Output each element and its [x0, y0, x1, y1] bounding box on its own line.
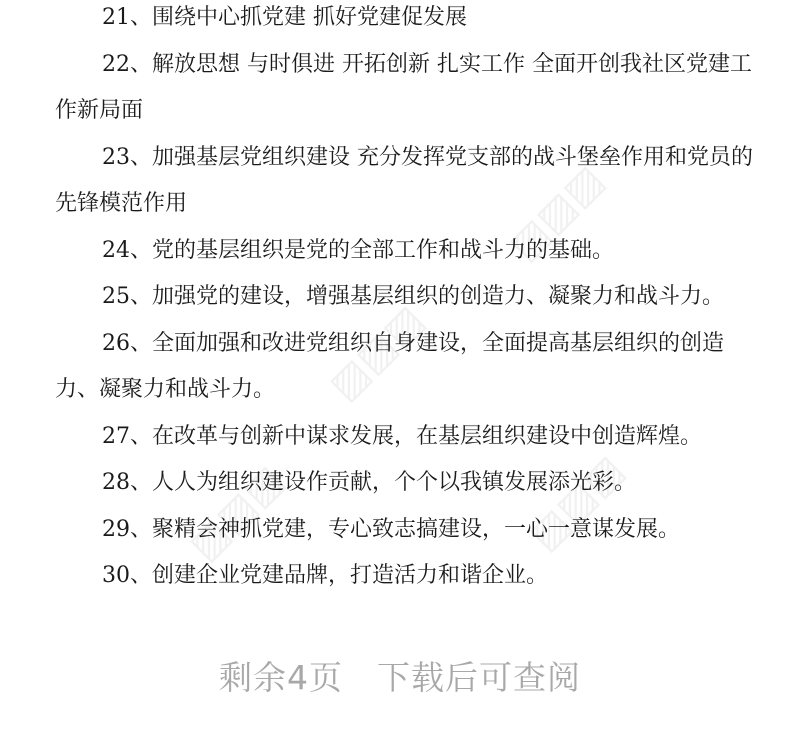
list-item: 28、人人为组织建设作贡献，个个以我镇发展添光彩。 [102, 470, 636, 495]
list-item: 21、围绕中心抓党建 抓好党建促发展 [102, 5, 467, 30]
list-item: 25、加强党的建设，增强基层组织的创造力、凝聚力和战斗力。 [102, 284, 724, 309]
list-item: 22、解放思想 与时俱进 开拓创新 扎实工作 全面开创我社区党建工作新局面 [55, 51, 752, 123]
watermark-logo: ▨▨▨ [500, 156, 614, 270]
list-item: 29、聚精会神抓党建，专心致志搞建设，一心一意谋发展。 [102, 516, 680, 542]
watermark-logo: ▨▨▨ [180, 456, 294, 570]
slogan-list [55, 0, 760, 600]
remaining-pages-notice[interactable]: 剩余4页 下载后可查阅 [219, 658, 581, 697]
list-item: 24、党的基层组织是党的全部工作和战斗力的基础。 [102, 237, 614, 263]
watermark-logo: ▨▨▨ [520, 446, 634, 560]
list-item: 26、全面加强和改进党组织自身建设，全面提高基层组织的创造力、凝聚力和战斗力。 [55, 330, 724, 402]
list-item: 30、创建企业党建品牌，打造活力和谐企业。 [102, 563, 548, 588]
watermark-logo: ▨▨▨ [320, 296, 434, 410]
list-item: 23、加强基层党组织建设 充分发挥党支部的战斗堡垒作用和党员的先锋模范作用 [55, 144, 753, 216]
list-item: 27、在改革与创新中谋求发展，在基层组织建设中创造辉煌。 [102, 423, 702, 449]
